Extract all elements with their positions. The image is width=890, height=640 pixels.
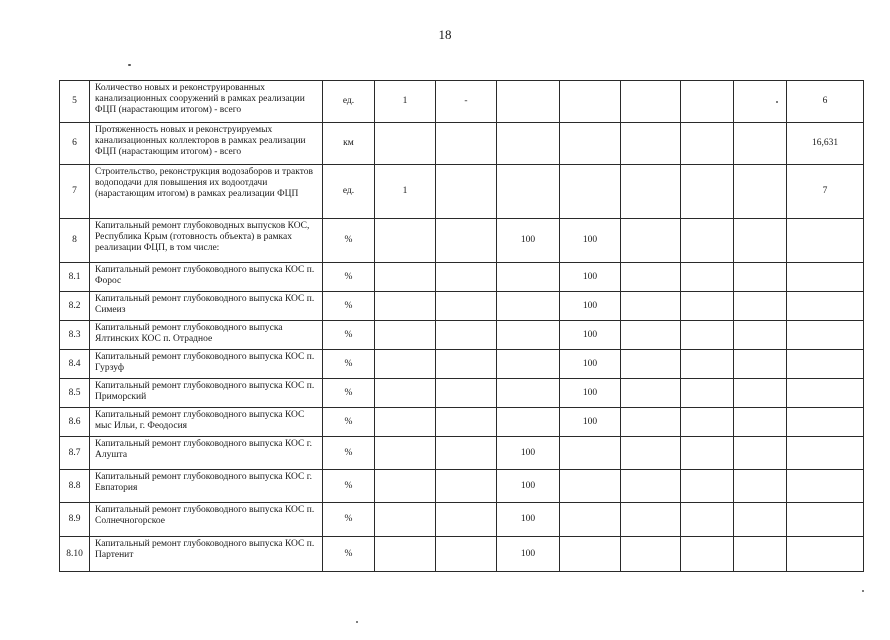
value-cell: 16,631 [787,123,864,165]
row-number: 8.1 [60,263,90,292]
value-cell [497,263,560,292]
value-cell [436,537,497,572]
value-cell [734,379,787,408]
scan-speck [776,101,778,103]
table-row [60,263,864,292]
table-row [60,503,864,537]
value-cell: 100 [560,292,621,321]
row-number: 8.6 [60,408,90,437]
table-row [60,123,864,165]
value-cell: 100 [497,437,560,470]
value-cell [787,321,864,350]
value-cell: 100 [560,219,621,263]
value-cell [436,292,497,321]
value-cell: 100 [497,470,560,503]
unit-cell: % [323,537,375,572]
value-cell [787,292,864,321]
value-cell [787,379,864,408]
table-row [60,379,864,408]
value-cell [436,350,497,379]
value-cell [621,379,681,408]
value-cell [621,123,681,165]
value-cell [681,350,734,379]
unit-cell: ед. [323,165,375,219]
value-cell [436,503,497,537]
value-cell [787,350,864,379]
scan-speck [128,64,131,66]
value-cell [436,123,497,165]
indicator-description: Капитальный ремонт глубоководного выпуска КОС мыс Ильи, г. Феодосия [90,408,323,437]
table-row [60,321,864,350]
value-cell [621,321,681,350]
unit-cell: ед. [323,81,375,123]
value-cell [560,123,621,165]
unit-cell: % [323,321,375,350]
value-cell: 100 [560,379,621,408]
value-cell [734,537,787,572]
value-cell [560,470,621,503]
value-cell [497,292,560,321]
value-cell [375,470,436,503]
value-cell [734,408,787,437]
value-cell [681,165,734,219]
value-cell [621,263,681,292]
row-number: 5 [60,81,90,123]
value-cell [787,470,864,503]
value-cell [621,408,681,437]
value-cell [681,219,734,263]
unit-cell: % [323,263,375,292]
value-cell [375,123,436,165]
unit-cell: % [323,219,375,263]
indicator-description: Количество новых и реконструированных канализационных сооружений в рамках реализации ФЦП (нарастающим итогом) - всего [90,81,323,123]
value-cell [375,503,436,537]
value-cell: 1 [375,81,436,123]
row-number: 8.2 [60,292,90,321]
table-row [60,470,864,503]
value-cell: 100 [497,537,560,572]
value-cell [375,537,436,572]
value-cell [436,219,497,263]
value-cell: 100 [560,263,621,292]
value-cell: 100 [497,219,560,263]
row-number: 8.4 [60,350,90,379]
table-row [60,219,864,263]
value-cell [375,263,436,292]
value-cell: 100 [560,350,621,379]
value-cell [734,123,787,165]
value-cell [734,350,787,379]
value-cell [621,219,681,263]
table-row [60,81,864,123]
indicator-description: Строительство, реконструкция водозаборов и трактов водоподачи для повышения их водоотдачи (нарастающим итогом) в рамках реализации ФЦП [90,165,323,219]
row-number: 7 [60,165,90,219]
row-number: 8.8 [60,470,90,503]
value-cell: 6 [787,81,864,123]
value-cell [375,292,436,321]
value-cell [734,437,787,470]
table-row [60,537,864,572]
scan-speck [862,590,864,592]
scan-speck [356,621,358,623]
value-cell [681,123,734,165]
value-cell: 100 [560,321,621,350]
row-number: 8 [60,219,90,263]
indicator-description: Капитальный ремонт глубоководного выпуска Ялтинских КОС п. Отрадное [90,321,323,350]
value-cell [497,408,560,437]
indicator-description: Капитальный ремонт глубоководного выпуска КОС п. Партенит [90,537,323,572]
value-cell [621,437,681,470]
value-cell [787,219,864,263]
value-cell [681,503,734,537]
value-cell [787,437,864,470]
indicator-description: Капитальный ремонт глубоководного выпуска КОС п. Гурзуф [90,350,323,379]
value-cell [621,537,681,572]
value-cell [436,470,497,503]
indicator-description: Капитальный ремонт глубоководного выпуска КОС п. Форос [90,263,323,292]
indicator-description: Капитальный ремонт глубоководного выпуска КОС п. Приморский [90,379,323,408]
row-number: 6 [60,123,90,165]
value-cell [681,263,734,292]
value-cell [681,292,734,321]
table-row [60,408,864,437]
value-cell [560,165,621,219]
value-cell [734,470,787,503]
table-row [60,350,864,379]
table-body [60,81,864,572]
indicator-description: Капитальный ремонт глубоководного выпуска КОС г. Евпатория [90,470,323,503]
value-cell [560,537,621,572]
page-number: 18 [438,27,452,42]
value-cell [375,408,436,437]
value-cell [734,292,787,321]
value-cell [787,263,864,292]
value-cell [436,437,497,470]
value-cell [734,219,787,263]
row-number: 8.9 [60,503,90,537]
value-cell: 1 [375,165,436,219]
value-cell [734,321,787,350]
value-cell [681,81,734,123]
value-cell [681,321,734,350]
value-cell [436,165,497,219]
value-cell [375,219,436,263]
value-cell [681,408,734,437]
value-cell [734,165,787,219]
unit-cell: % [323,437,375,470]
unit-cell: % [323,350,375,379]
value-cell [787,537,864,572]
value-cell [375,350,436,379]
value-cell [621,350,681,379]
indicator-description: Капитальный ремонт глубоководного выпуска КОС п. Симеиз [90,292,323,321]
value-cell: - [436,81,497,123]
value-cell [497,81,560,123]
value-cell [621,165,681,219]
value-cell [621,470,681,503]
value-cell [497,379,560,408]
unit-cell: % [323,503,375,537]
value-cell [436,379,497,408]
value-cell [621,292,681,321]
table-row [60,292,864,321]
value-cell [497,123,560,165]
value-cell [560,81,621,123]
value-cell [734,81,787,123]
value-cell [375,379,436,408]
indicator-description: Капитальный ремонт глубоководного выпуска КОС п. Солнечногорское [90,503,323,537]
table-row [60,437,864,470]
value-cell [787,408,864,437]
value-cell [681,379,734,408]
value-cell [497,350,560,379]
unit-cell: км [323,123,375,165]
row-number: 8.5 [60,379,90,408]
value-cell [436,321,497,350]
unit-cell: % [323,379,375,408]
value-cell [681,437,734,470]
row-number: 8.10 [60,537,90,572]
value-cell [560,437,621,470]
value-cell [621,81,681,123]
value-cell [621,503,681,537]
value-cell [497,165,560,219]
value-cell [375,321,436,350]
unit-cell: % [323,470,375,503]
value-cell [681,537,734,572]
row-number: 8.3 [60,321,90,350]
value-cell [734,503,787,537]
value-cell: 100 [560,408,621,437]
value-cell [497,321,560,350]
indicator-description: Капитальный ремонт глубоководного выпуска КОС г. Алушта [90,437,323,470]
value-cell [436,408,497,437]
value-cell [375,437,436,470]
indicator-description: Капитальный ремонт глубоководных выпусков КОС, Республика Крым (готовность объекта) в рамках реализации ФЦП, в том числе: [90,219,323,263]
indicators-table [59,80,864,572]
value-cell: 100 [497,503,560,537]
value-cell [681,470,734,503]
indicator-description: Протяженность новых и реконструируемых канализационных коллекторов в рамках реализации ФЦП (нарастающим итогом) - всего [90,123,323,165]
value-cell [787,503,864,537]
value-cell: 7 [787,165,864,219]
unit-cell: % [323,292,375,321]
value-cell [734,263,787,292]
value-cell [560,503,621,537]
row-number: 8.7 [60,437,90,470]
unit-cell: % [323,408,375,437]
value-cell [436,263,497,292]
table-row [60,165,864,219]
